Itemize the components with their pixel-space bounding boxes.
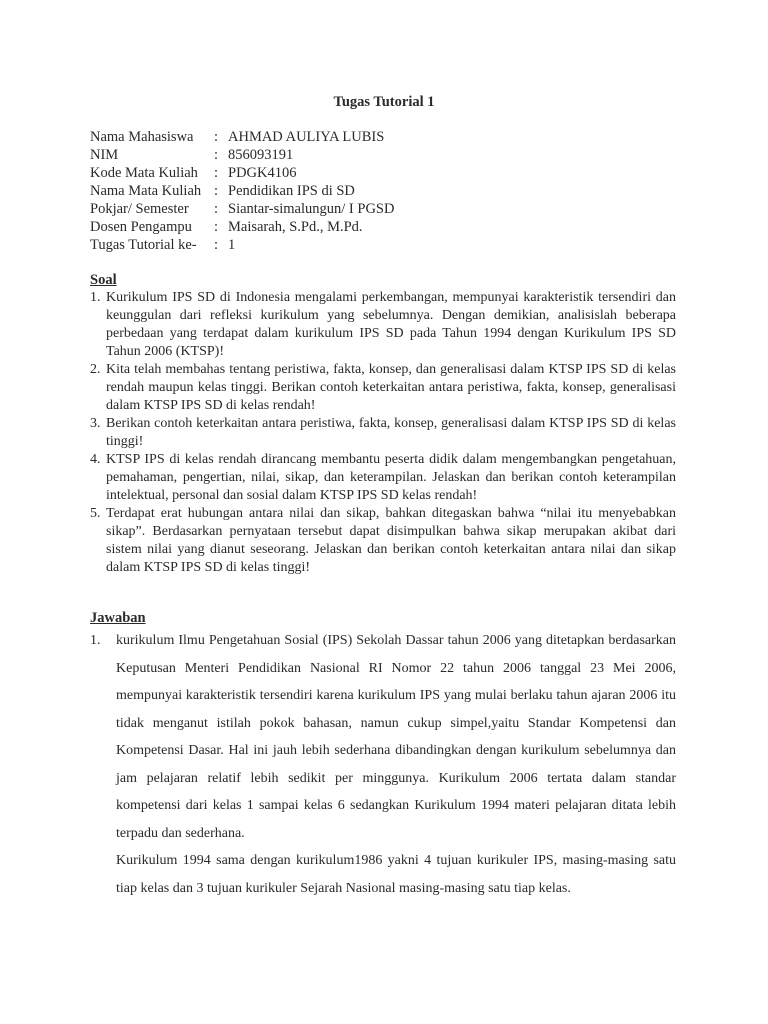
jawaban-paragraph: Kurikulum 1994 sama dengan kurikulum1986 yakni 4 tujuan kurikuler IPS, masing-masing satu tiap kelas dan 3 tujuan kurikuler Sejarah Nasional masing-masing satu tiap kelas. (116, 853, 676, 896)
document-title: Tugas Tutorial 1 (333, 94, 435, 110)
soal-heading: Soal (90, 272, 117, 288)
soal-text: Kurikulum IPS SD di Indonesia mengalami perkembangan, mempunyai karakteristik tersendiri dan keunggulan dari refleksi kurikulum yang sebelumnya. Dengan demikian, analisislah beberapa perbedaan yang terdapat dalam kurikulum IPS SD pada Tahun 1994 dengan Kurikulum IPS SD Tahun 2006 (KTSP)! (106, 290, 676, 359)
soal-item (90, 361, 676, 415)
info-row-pokjar-semester (90, 200, 394, 218)
info-value: PDGK4106 (228, 165, 297, 181)
info-colon: : (214, 147, 219, 163)
student-info-block (90, 128, 394, 254)
soal-number: 1. (90, 290, 101, 305)
info-colon: : (214, 237, 219, 253)
info-row-nama-mata-kuliah (90, 182, 394, 200)
info-value: Siantar-simalungun/ I PGSD (228, 201, 395, 217)
info-colon: : (214, 129, 219, 145)
soal-text: Berikan contoh keterkaitan antara peristiwa, fakta, konsep, generalisasi dalam KTSP IPS SD di kelas tinggi! (106, 416, 676, 449)
soal-item (90, 505, 676, 577)
info-label: Pokjar/ Semester (90, 201, 189, 217)
info-value: Maisarah, S.Pd., M.Pd. (228, 219, 363, 235)
soal-text: Kita telah membahas tentang peristiwa, fakta, konsep, dan generalisasi dalam KTSP IPS SD di kelas rendah maupun kelas tinggi. Berikan contoh keterkaitan antara peristiwa, fakta, konsep, generalisasi dalam KTSP IPS SD di kelas rendah! (106, 362, 676, 413)
jawaban-heading: Jawaban (90, 610, 146, 626)
info-row-dosen-pengampu (90, 218, 394, 236)
info-colon: : (214, 219, 219, 235)
soal-text: Terdapat erat hubungan antara nilai dan sikap, bahkan ditegaskan bahwa “nilai itu menyebabkan sikap”. Berdasarkan pernyataan tersebut dapat disimpulkan bahwa sikap merupakan akibat dari sistem nilai yang dianut seseorang. Jelaskan dan berikan contoh keterkaitan antara nilai dan sikap dalam KTSP IPS SD di kelas tinggi! (106, 506, 676, 575)
info-value: 856093191 (228, 147, 294, 163)
soal-number: 5. (90, 506, 101, 521)
info-label: NIM (90, 147, 119, 163)
info-colon: : (214, 183, 219, 199)
info-label: Nama Mata Kuliah (90, 183, 202, 199)
soal-item (90, 289, 676, 361)
info-label: Tugas Tutorial ke- (90, 237, 197, 253)
info-row-tugas-tutorial (90, 236, 394, 254)
info-row-nim (90, 146, 394, 164)
info-label: Nama Mahasiswa (90, 129, 194, 145)
info-value: AHMAD AULIYA LUBIS (228, 129, 385, 145)
info-label: Dosen Pengampu (90, 219, 192, 235)
soal-number: 2. (90, 362, 101, 377)
jawaban-item (90, 627, 676, 902)
info-value: Pendidikan IPS di SD (228, 183, 355, 199)
soal-text: KTSP IPS di kelas rendah dirancang membantu peserta didik dalam mengembangkan pengetahuan, pemahaman, pengertian, nilai, sikap, dan keterampilan. Jelaskan dan berikan contoh keterampilan intelektual, personal dan sosial dalam KTSP IPS SD kelas rendah! (106, 452, 676, 503)
soal-list (90, 289, 676, 577)
soal-number: 4. (90, 452, 101, 467)
soal-number: 3. (90, 416, 101, 431)
info-row-kode-mata-kuliah (90, 164, 394, 182)
soal-item (90, 415, 676, 451)
jawaban-paragraph: kurikulum Ilmu Pengetahuan Sosial (IPS) Sekolah Dassar tahun 2006 yang ditetapkan berdasarkan Keputusan Menteri Pendidikan Nasional RI Nomor 22 tahun 2006 tanggal 23 Mei 2006, mempunyai karakteristik tersendiri karena kurikulum IPS yang mulai berlaku tahun ajaran 2006 itu tidak menganut istilah pokok bahasan, namun cukup simpel,yaitu Standar Kompetensi dan Kompetensi Dasar. Hal ini jauh lebih sederhana dibandingkan dengan kurikulum sebelumnya dan jam pelajaran relatif lebih sedikit per minggunya. Kurikulum 2006 tertata dalam standar kompetensi dari kelas 1 sampai kelas 6 sedangkan Kurikulum 1994 materi pelajaran ditata lebih terpadu dan sederhana. (116, 633, 676, 841)
info-colon: : (214, 165, 219, 181)
jawaban-list (90, 627, 676, 902)
info-label: Kode Mata Kuliah (90, 165, 198, 181)
soal-item (90, 451, 676, 505)
jawaban-number: 1. (90, 633, 101, 648)
info-row-nama-mahasiswa (90, 128, 394, 146)
info-colon: : (214, 201, 219, 217)
info-value: 1 (228, 237, 236, 253)
